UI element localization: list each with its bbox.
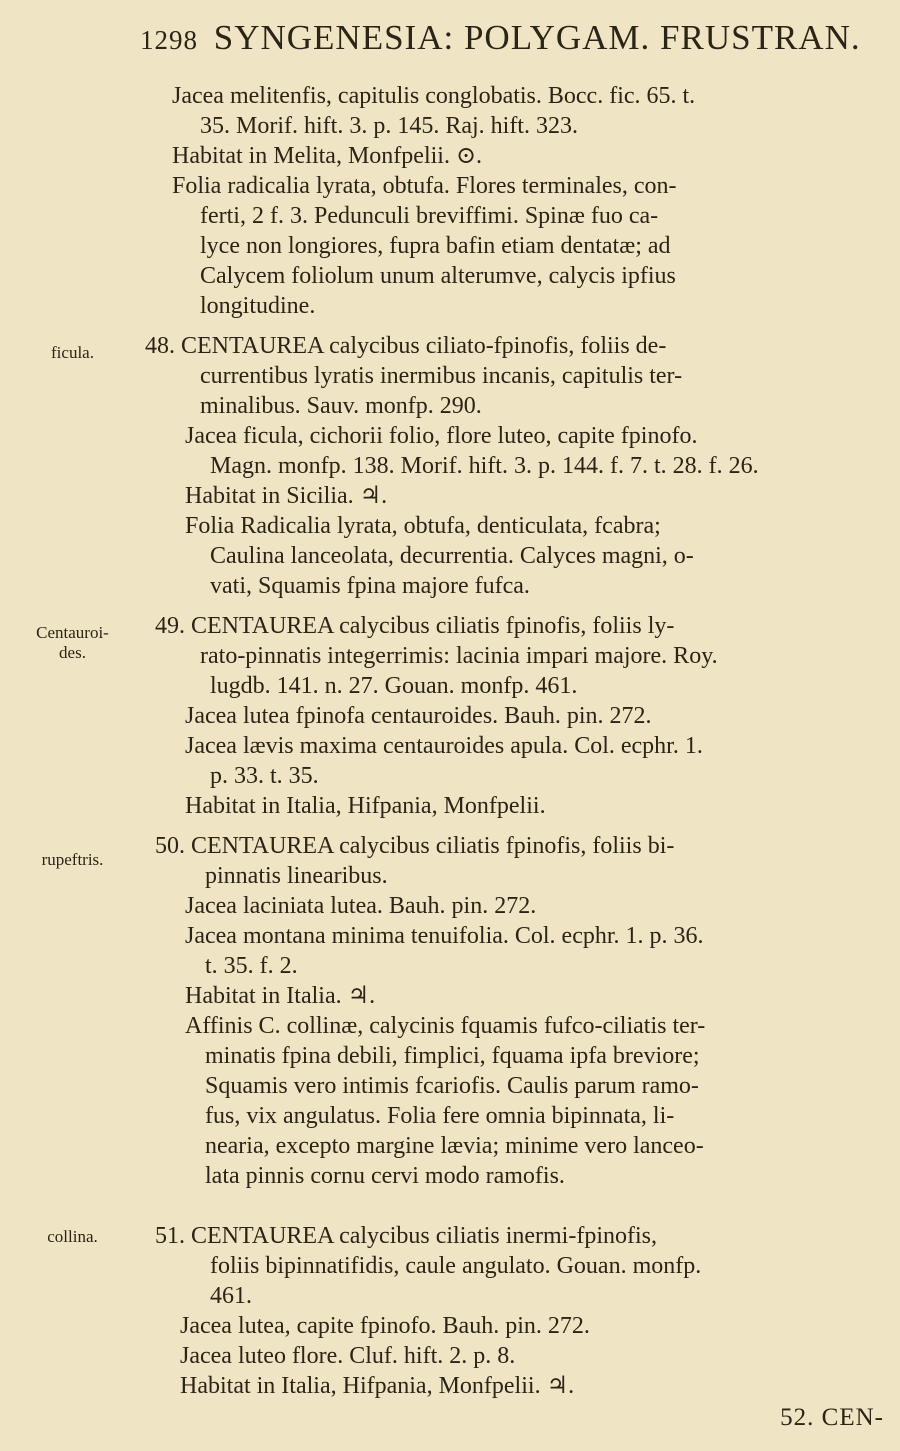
text-line: t. 35. f. 2.	[205, 953, 298, 979]
text-line: Jacea ficula, cichorii folio, flore luteo, capite fpinofo.	[185, 423, 698, 449]
text-line: Caulina lanceolata, decurrentia. Calyces magni, o-	[210, 543, 694, 569]
text-line: Jacea lævis maxima centauroides apula. Col. ecphr. 1.	[185, 733, 703, 759]
text-line: lyce non longiores, fupra bafin etiam dentatæ; ad	[200, 233, 671, 259]
text-line: 35. Morif. hift. 3. p. 145. Raj. hift. 323.	[200, 113, 578, 139]
margin-note: collina.	[47, 1227, 98, 1246]
text-line: Habitat in Italia. ♃.	[185, 983, 376, 1009]
text-line: 50. CENTAUREA calycibus ciliatis fpinofis, foliis bi-	[155, 833, 675, 859]
text-line: nearia, excepto margine lævia; minime vero lanceo-	[205, 1133, 704, 1159]
text-line: Habitat in Melita, Monfpelii. ⊙.	[172, 143, 483, 169]
running-header	[140, 18, 880, 58]
text-line: 461.	[210, 1283, 252, 1309]
text-line: 48. CENTAUREA calycibus ciliato-fpinofis, foliis de-	[145, 333, 667, 359]
text-line: Folia Radicalia lyrata, obtufa, denticulata, fcabra;	[185, 513, 661, 539]
text-line: Jacea luteo flore. Cluf. hift. 2. p. 8.	[180, 1343, 516, 1369]
text-line: Calycem foliolum unum alterumve, calycis ipfius	[200, 263, 676, 289]
text-line: Affinis C. collinæ, calycinis fquamis fufco-ciliatis ter-	[185, 1013, 706, 1039]
text-line: pinnatis linearibus.	[205, 863, 388, 889]
catchword: 52. CEN-	[780, 1404, 884, 1431]
margin-note: rupeftris.	[41, 850, 104, 869]
text-line: Jacea lutea fpinofa centauroides. Bauh. pin. 272.	[185, 703, 652, 729]
text-line: Jacea montana minima tenuifolia. Col. ecphr. 1. p. 36.	[185, 923, 704, 949]
margin-note: Centauroi-	[36, 623, 109, 642]
text-line: lugdb. 141. n. 27. Gouan. monfp. 461.	[210, 673, 578, 699]
text-line: Magn. monfp. 138. Morif. hift. 3. p. 144. f. 7. t. 28. f. 26.	[210, 453, 759, 479]
text-line: vati, Squamis fpina majore fufca.	[210, 573, 530, 599]
text-line: lata pinnis cornu cervi modo ramofis.	[205, 1163, 565, 1189]
text-line: foliis bipinnatifidis, caule angulato. Gouan. monfp.	[210, 1253, 702, 1279]
text-line: rato-pinnatis integerrimis: lacinia impari majore. Roy.	[200, 643, 718, 669]
page-number: 1298	[140, 25, 198, 55]
text-line: currentibus lyratis inermibus incanis, capitulis ter-	[200, 363, 683, 389]
text-line: longitudine.	[200, 293, 316, 319]
text-line: Jacea laciniata lutea. Bauh. pin. 272.	[185, 893, 537, 919]
margin-note: des.	[59, 643, 86, 662]
text-line: minalibus. Sauv. monfp. 290.	[200, 393, 482, 419]
text-line: Squamis vero intimis fcariofis. Caulis parum ramo-	[205, 1073, 699, 1099]
text-line: Jacea melitenfis, capitulis conglobatis. Bocc. fic. 65. t.	[172, 83, 696, 109]
text-line: Habitat in Italia, Hifpania, Monfpelii. ♃.	[180, 1373, 575, 1399]
text-line: fus, vix angulatus. Folia fere omnia bipinnata, li-	[205, 1103, 675, 1129]
text-line: 51. CENTAUREA calycibus ciliatis inermi-fpinofis,	[155, 1223, 657, 1249]
text-line: Habitat in Italia, Hifpania, Monfpelii.	[185, 793, 546, 819]
text-line: Folia radicalia lyrata, obtufa. Flores terminales, con-	[172, 173, 677, 199]
text-line: p. 33. t. 35.	[210, 763, 319, 789]
header-title: SYNGENESIA: POLYGAM. FRUSTRAN.	[213, 18, 861, 57]
text-line: 49. CENTAUREA calycibus ciliatis fpinofis, foliis ly-	[155, 613, 675, 639]
text-line: minatis fpina debili, fimplici, fquama ipfa breviore;	[205, 1043, 700, 1069]
text-line: Jacea lutea, capite fpinofo. Bauh. pin. 272.	[180, 1313, 590, 1339]
margin-note: ficula.	[51, 343, 94, 362]
text-line: ferti, 2 f. 3. Pedunculi breviffimi. Spinæ fuo ca-	[200, 203, 659, 229]
text-line: Habitat in Sicilia. ♃.	[185, 483, 388, 509]
